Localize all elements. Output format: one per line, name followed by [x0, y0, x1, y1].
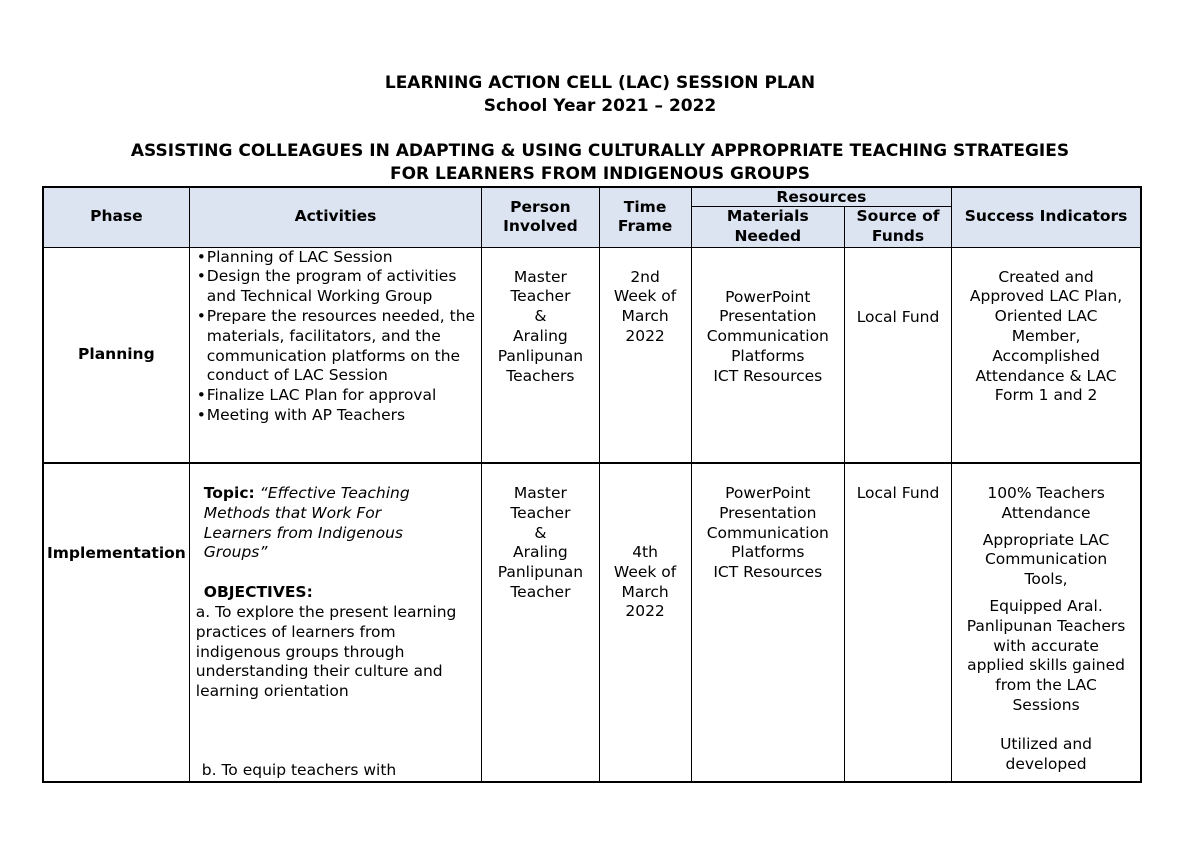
success-cell [952, 463, 1141, 782]
time-line: 2022 [625, 326, 665, 345]
person-line: Teacher [510, 287, 571, 306]
list-item: • Planning of LAC Session [193, 248, 479, 268]
material-line: Communication [706, 523, 829, 542]
success-item: Equipped Aral. Panlipunan Teachers with accurate applied skills gained from the LAC Sessions [966, 597, 1126, 715]
success-line: Accomplished [992, 346, 1100, 365]
success-line: Oriented LAC [994, 307, 1098, 326]
time-line: March [621, 307, 669, 326]
materials-cell [691, 463, 844, 782]
time-line: 2nd [630, 267, 660, 286]
objective-b: b. To equip teachers with [201, 761, 397, 780]
header-resources: Resources [691, 187, 951, 207]
activities-cell [189, 463, 482, 782]
phase-cell: Planning [43, 247, 189, 463]
material-line: Presentation [719, 503, 817, 522]
success-line: Form 1 and 2 [994, 386, 1098, 405]
header-materials-needed: Materials Needed [691, 207, 844, 248]
list-item: • Meeting with AP Teachers [193, 406, 479, 426]
subtitle-line-1: ASSISTING COLLEAGUES IN ADAPTING & USING CULTURALLY APPROPRIATE TEACHING STRATEGIES [130, 141, 1070, 161]
time-line: Week of [613, 287, 677, 306]
material-line: Platforms [731, 543, 805, 562]
person-line: Araling [513, 543, 568, 562]
success-line: Member, [1011, 326, 1081, 345]
header-person-involved: Person Involved [482, 187, 599, 247]
list-item: • Design the program of activities and Technical Working Group [193, 267, 479, 307]
success-item: Appropriate LAC Communication Tools, [982, 530, 1110, 589]
header-success-indicators: Success Indicators [952, 187, 1141, 247]
activities-list [193, 248, 479, 426]
time-cell [599, 463, 691, 782]
person-cell [482, 463, 599, 782]
table-row-implementation [43, 463, 1141, 782]
material-line: PowerPoint [725, 287, 811, 306]
material-line: Platforms [731, 346, 805, 365]
funds-cell: Local Fund [844, 463, 951, 782]
person-line: Teachers [506, 366, 575, 385]
subtitle-line-2: FOR LEARNERS FROM INDIGENOUS GROUPS [389, 164, 811, 184]
time-line: 2022 [625, 602, 665, 621]
funds-cell: Local Fund [844, 247, 951, 463]
time-line: 4th [632, 543, 658, 562]
person-line: Teacher [510, 583, 571, 602]
header-source-of-funds: Source of Funds [844, 207, 951, 248]
header-phase: Phase [43, 187, 189, 247]
header-activities: Activities [189, 187, 482, 247]
time-line: Week of [613, 562, 677, 581]
activities-cell [189, 247, 482, 463]
person-line: Araling [513, 326, 568, 345]
school-year: School Year 2021 – 2022 [483, 96, 717, 116]
success-cell [952, 247, 1141, 463]
material-line: ICT Resources [713, 366, 823, 385]
topic-text: “Effective Teaching Methods that Work For Learners from Indigenous Groups” [203, 484, 410, 562]
person-line: Panlipunan [497, 563, 584, 582]
success-line: Approved LAC Plan, [969, 287, 1123, 306]
person-line: Master [513, 267, 567, 286]
person-line: & [534, 307, 547, 326]
material-line: PowerPoint [725, 484, 811, 503]
success-line: Created and [998, 267, 1094, 286]
objectives-label: OBJECTIVES: [203, 583, 313, 602]
document-title: LEARNING ACTION CELL (LAC) SESSION PLAN [384, 73, 816, 93]
list-item: • Finalize LAC Plan for approval [193, 386, 479, 406]
material-line: Communication [706, 327, 829, 346]
materials-cell [691, 247, 844, 463]
objective-a: a. To explore the present learning practices of learners from indigenous groups through understanding their culture and learning orientation [195, 603, 457, 701]
time-line: March [621, 582, 669, 601]
time-cell [599, 247, 691, 463]
list-item: • Prepare the resources needed, the materials, facilitators, and the communication platforms on the conduct of LAC Session [193, 307, 479, 386]
table-row-planning [43, 247, 1141, 463]
person-cell [482, 247, 599, 463]
topic [196, 484, 479, 563]
success-item: 100% Teachers Attendance [987, 484, 1105, 522]
person-line: Panlipunan [497, 346, 584, 365]
person-line: Teacher [510, 503, 571, 522]
session-plan-table [42, 186, 1142, 783]
header-time-frame: Time Frame [599, 187, 691, 247]
material-line: Presentation [719, 307, 817, 326]
material-line: ICT Resources [713, 563, 823, 582]
person-line: Master [513, 484, 567, 503]
topic-label: Topic: [203, 484, 255, 503]
success-line: Attendance & LAC [975, 366, 1117, 385]
phase-cell: Implementation [43, 463, 189, 782]
person-line: & [534, 523, 547, 542]
success-item: Utilized and developed [1000, 734, 1093, 773]
